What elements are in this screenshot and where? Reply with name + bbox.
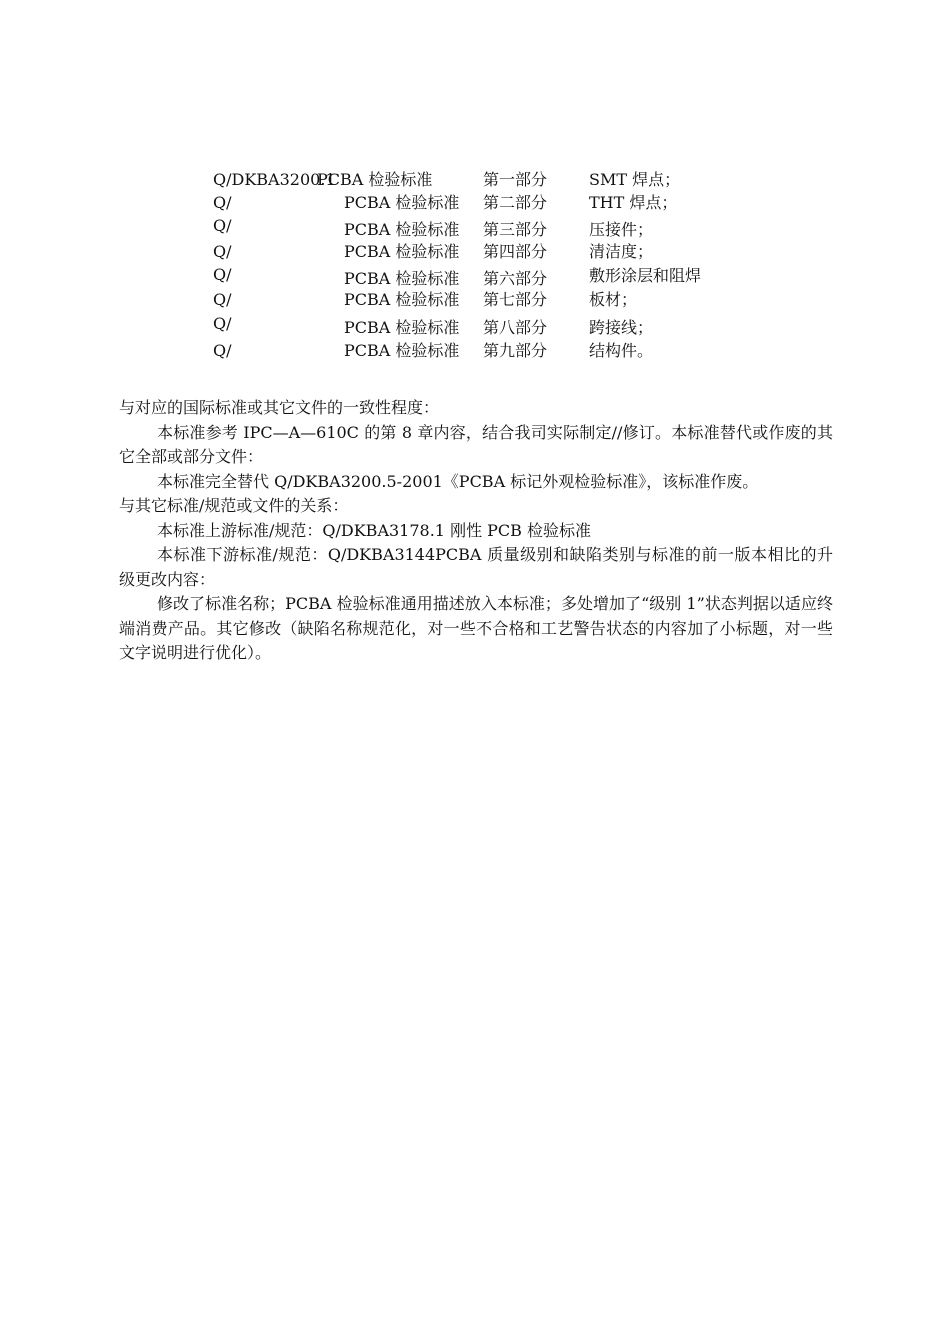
standard-part: 第二部分 xyxy=(483,193,548,212)
conformity-heading: 与对应的国际标准或其它文件的一致性程度： xyxy=(119,398,440,417)
standard-code: Q/ xyxy=(213,216,232,235)
standard-row xyxy=(0,168,950,192)
standard-title: SMT 焊点； xyxy=(589,170,681,189)
upstream-paragraph: 本标准上游标准/规范：Q/DKBA3178.1 刚性 PCB 检验标准 xyxy=(157,520,592,540)
downstream-paragraph: 本标准下游标准/规范：Q/DKBA3144PCBA 质量级别和缺陷类别与标准的前一版本相比的升级更改内容： xyxy=(119,545,833,589)
standard-code: Q/ xyxy=(213,341,232,360)
standard-name: PCBA 检验标准 xyxy=(344,269,460,288)
standard-row xyxy=(0,191,950,215)
standard-name: PCBA 检验标准 xyxy=(344,242,460,261)
standard-part: 第四部分 xyxy=(483,242,548,261)
standard-code: Q/ xyxy=(213,265,232,284)
standard-row xyxy=(0,240,950,264)
standard-row xyxy=(0,339,950,363)
standard-title: 结构件。 xyxy=(589,341,654,360)
standard-code: Q/ xyxy=(213,314,232,333)
standard-part: 第九部分 xyxy=(483,341,548,360)
standard-row xyxy=(0,288,950,312)
standard-title: 敷形涂层和阻焊 xyxy=(589,266,702,285)
standard-name: PCBA 检验标准 xyxy=(344,220,460,239)
standard-part: 第三部分 xyxy=(483,220,548,239)
standard-part: 第一部分 xyxy=(483,170,548,189)
standard-title: THT 焊点； xyxy=(589,193,678,212)
standard-part: 第八部分 xyxy=(483,318,548,337)
standard-title: 跨接线； xyxy=(589,318,654,337)
standard-row xyxy=(0,218,950,242)
standard-name: PCBA 检验标准 xyxy=(344,318,460,337)
replacement-paragraph: 本标准完全替代 Q/DKBA3200.5-2001《PCBA 标记外观检验标准》，该标准作废。 xyxy=(157,471,759,491)
standard-name: PCBA 检验标准 xyxy=(344,290,460,309)
standard-code: Q/ xyxy=(213,242,232,261)
standard-code: Q/ xyxy=(213,193,232,212)
standard-part: 第七部分 xyxy=(483,290,548,309)
standard-title: 清洁度； xyxy=(589,242,654,261)
body-text xyxy=(119,396,833,666)
standard-name: PCBA 检验标准 xyxy=(317,170,433,189)
standard-row xyxy=(0,316,950,340)
standard-part: 第六部分 xyxy=(483,269,548,288)
standard-code: Q/DKBA3200.1 xyxy=(213,170,336,189)
standard-title: 压接件； xyxy=(589,220,654,239)
standard-code: Q/ xyxy=(213,290,232,309)
standard-title: 板材； xyxy=(589,290,638,309)
relations-heading: 与其它标准/规范或文件的关系： xyxy=(119,496,349,515)
changes-paragraph: 修改了标准名称；PCBA 检验标准通用描述放入本标准；多处增加了“级别 1”状态判据以适应终端消费产品。其它修改（缺陷名称规范化，对一些不合格和工艺警告状态的内容加了小标题，对一些文字说明进行优化）。 xyxy=(119,594,833,662)
reference-paragraph: 本标准参考 IPC—A—610C 的第 8 章内容，结合我司实际制定//修订。本标准替代或作废的其它全部或部分文件： xyxy=(119,422,833,466)
standard-name: PCBA 检验标准 xyxy=(344,341,460,360)
standard-name: PCBA 检验标准 xyxy=(344,193,460,212)
